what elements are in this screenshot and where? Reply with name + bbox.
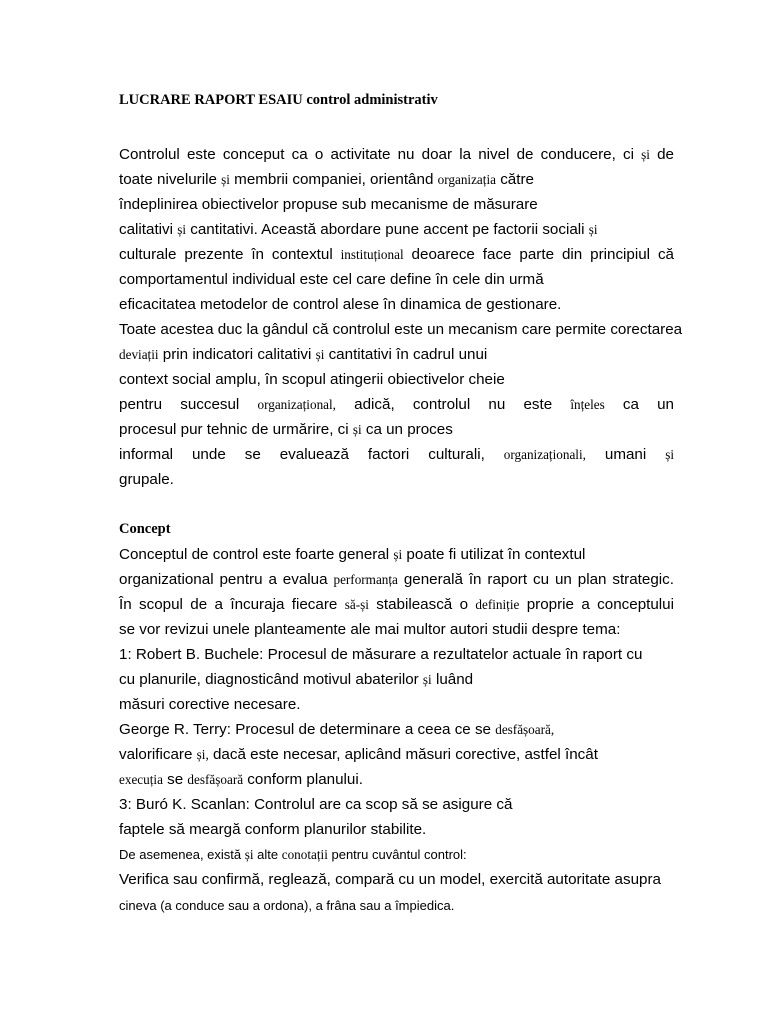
text-run: De asemenea, există bbox=[119, 847, 245, 862]
text-run: înțeles bbox=[570, 397, 605, 412]
text-run: și bbox=[641, 147, 650, 162]
text-line bbox=[119, 617, 620, 642]
text-line bbox=[119, 542, 585, 567]
text-run: și, bbox=[196, 747, 209, 762]
text-line bbox=[119, 417, 453, 442]
text-run: de bbox=[649, 146, 674, 163]
text-run: să-și bbox=[344, 597, 369, 612]
text-run: prin indicatori calitativi bbox=[158, 346, 316, 363]
text-line bbox=[119, 642, 642, 667]
text-run: cantitativi. Această abordare pune accent pe factorii sociali bbox=[186, 221, 589, 238]
text-run: poate fi utilizat în contextul bbox=[402, 546, 586, 563]
text-run: cu planurile, diagnosticând motivul abaterilor bbox=[119, 671, 423, 688]
text-run: stabilească o bbox=[368, 596, 476, 613]
text-line bbox=[119, 692, 300, 717]
text-line bbox=[119, 217, 598, 242]
text-run: luând bbox=[431, 671, 474, 688]
text-run: grupale. bbox=[119, 471, 174, 488]
text-run: și bbox=[315, 347, 325, 362]
text-run: generală în raport cu un plan strategic. bbox=[397, 571, 674, 588]
text-run: umani bbox=[585, 446, 666, 463]
text-line bbox=[119, 842, 467, 867]
text-run: organizaționali, bbox=[503, 447, 586, 462]
text-line bbox=[119, 792, 512, 817]
text-run: ca un proces bbox=[361, 421, 453, 438]
text-run: faptele să meargă conform planurilor stabilite. bbox=[119, 821, 427, 838]
text-run: către bbox=[495, 171, 534, 188]
text-run: conotații bbox=[281, 847, 328, 862]
text-line bbox=[119, 442, 674, 467]
text-run: măsuri corective necesare. bbox=[119, 696, 301, 713]
text-run: calitativi bbox=[119, 221, 178, 238]
text-line bbox=[119, 342, 487, 367]
text-run: alte bbox=[253, 847, 282, 862]
text-line bbox=[119, 592, 674, 617]
text-line bbox=[119, 767, 363, 792]
text-line bbox=[119, 317, 683, 342]
text-run: și bbox=[352, 422, 362, 437]
text-line bbox=[119, 267, 544, 292]
text-run: Toate acestea duc la gândul că controlul este un mecanism care permite corectarea bbox=[119, 321, 683, 338]
text-run: eficacitatea metodelor de control alese în dinamica de gestionare. bbox=[119, 296, 562, 313]
text-run: ca un bbox=[604, 396, 675, 413]
text-run: context social amplu, în scopul atingerii obiectivelor cheie bbox=[119, 371, 505, 388]
text-run: informal unde se evaluează factori culturali, bbox=[119, 446, 504, 463]
text-run: culturale prezente în contextul bbox=[119, 246, 341, 263]
text-run: valorificare bbox=[119, 746, 197, 763]
text-line bbox=[119, 167, 534, 192]
text-run: George R. Terry: Procesul de determinare a ceea ce se bbox=[119, 721, 496, 738]
text-run: și bbox=[221, 172, 230, 187]
text-line bbox=[119, 192, 538, 217]
text-line bbox=[119, 717, 554, 742]
text-run: adică, controlul nu este bbox=[335, 396, 571, 413]
text-run: conform planului. bbox=[243, 771, 363, 788]
text-run: 3: Buró K. Scanlan: Controlul are ca scop să se asigure că bbox=[119, 796, 513, 813]
text-line bbox=[119, 817, 426, 842]
text-line bbox=[119, 567, 674, 592]
text-run: desfășoară bbox=[187, 772, 244, 787]
text-run: și bbox=[177, 222, 187, 237]
text-line bbox=[119, 893, 454, 918]
text-run: În scopul de a încuraja fiecare bbox=[119, 596, 345, 613]
section-heading-concept: Concept bbox=[119, 521, 171, 537]
text-run: procesul pur tehnic de urmărire, ci bbox=[119, 421, 353, 438]
text-run: îndeplinirea obiectivelor propuse sub mecanisme de măsurare bbox=[119, 196, 538, 213]
text-run: toate nivelurile bbox=[119, 171, 222, 188]
text-run: desfășoară, bbox=[495, 722, 555, 737]
text-line bbox=[119, 467, 174, 492]
text-run: și bbox=[393, 547, 403, 562]
text-line bbox=[119, 667, 473, 692]
text-run: și bbox=[244, 847, 254, 862]
text-run: deviații bbox=[119, 347, 159, 362]
text-line bbox=[119, 242, 674, 267]
text-run: cineva (a conduce sau a ordona), a frâna sau a împiedica. bbox=[119, 898, 455, 913]
text-run: Conceptul de control este foarte general bbox=[119, 546, 394, 563]
text-line bbox=[119, 867, 661, 892]
text-run: organizația bbox=[437, 172, 496, 187]
text-run: și bbox=[422, 672, 432, 687]
text-run: definiție bbox=[475, 597, 520, 612]
text-run: execuția bbox=[119, 772, 163, 787]
text-run: pentru succesul bbox=[119, 396, 258, 413]
text-run: organizațional, bbox=[257, 397, 336, 412]
text-line bbox=[119, 742, 598, 767]
text-run: Verifica sau confirmă, reglează, compară cu un model, exercită autoritate asupra bbox=[119, 871, 661, 888]
text-line bbox=[119, 392, 674, 417]
text-run: instituțional bbox=[340, 247, 404, 262]
text-run: se bbox=[162, 771, 188, 788]
text-run: dacă este necesar, aplicând măsuri corective, astfel încât bbox=[208, 746, 598, 763]
text-run: și bbox=[588, 222, 598, 237]
text-run: comportamentul individual este cel care define în cele din urmă bbox=[119, 271, 544, 288]
text-run: și bbox=[665, 447, 675, 462]
text-run: pentru cuvântul control: bbox=[327, 847, 467, 862]
text-run: membrii companiei, orientând bbox=[229, 171, 438, 188]
text-run: Controlul este conceput ca o activitate nu doar la nivel de conducere, ci bbox=[119, 146, 642, 163]
text-line bbox=[119, 367, 505, 392]
text-run: se vor revizui unele planteamente ale mai multor autori studii despre tema: bbox=[119, 621, 621, 638]
document-title: LUCRARE RAPORT ESAIU control administrativ bbox=[119, 92, 438, 108]
text-run: cantitativi în cadrul unui bbox=[324, 346, 488, 363]
text-run: 1: Robert B. Buchele: Procesul de măsurare a rezultatelor actuale în raport cu bbox=[119, 646, 643, 663]
text-run: organizational pentru a evalua bbox=[119, 571, 334, 588]
text-line bbox=[119, 142, 674, 167]
text-line bbox=[119, 292, 561, 317]
text-run: deoarece face parte din principiul că bbox=[403, 246, 675, 263]
text-run: proprie a conceptului bbox=[519, 596, 675, 613]
text-run: performanța bbox=[333, 572, 398, 587]
